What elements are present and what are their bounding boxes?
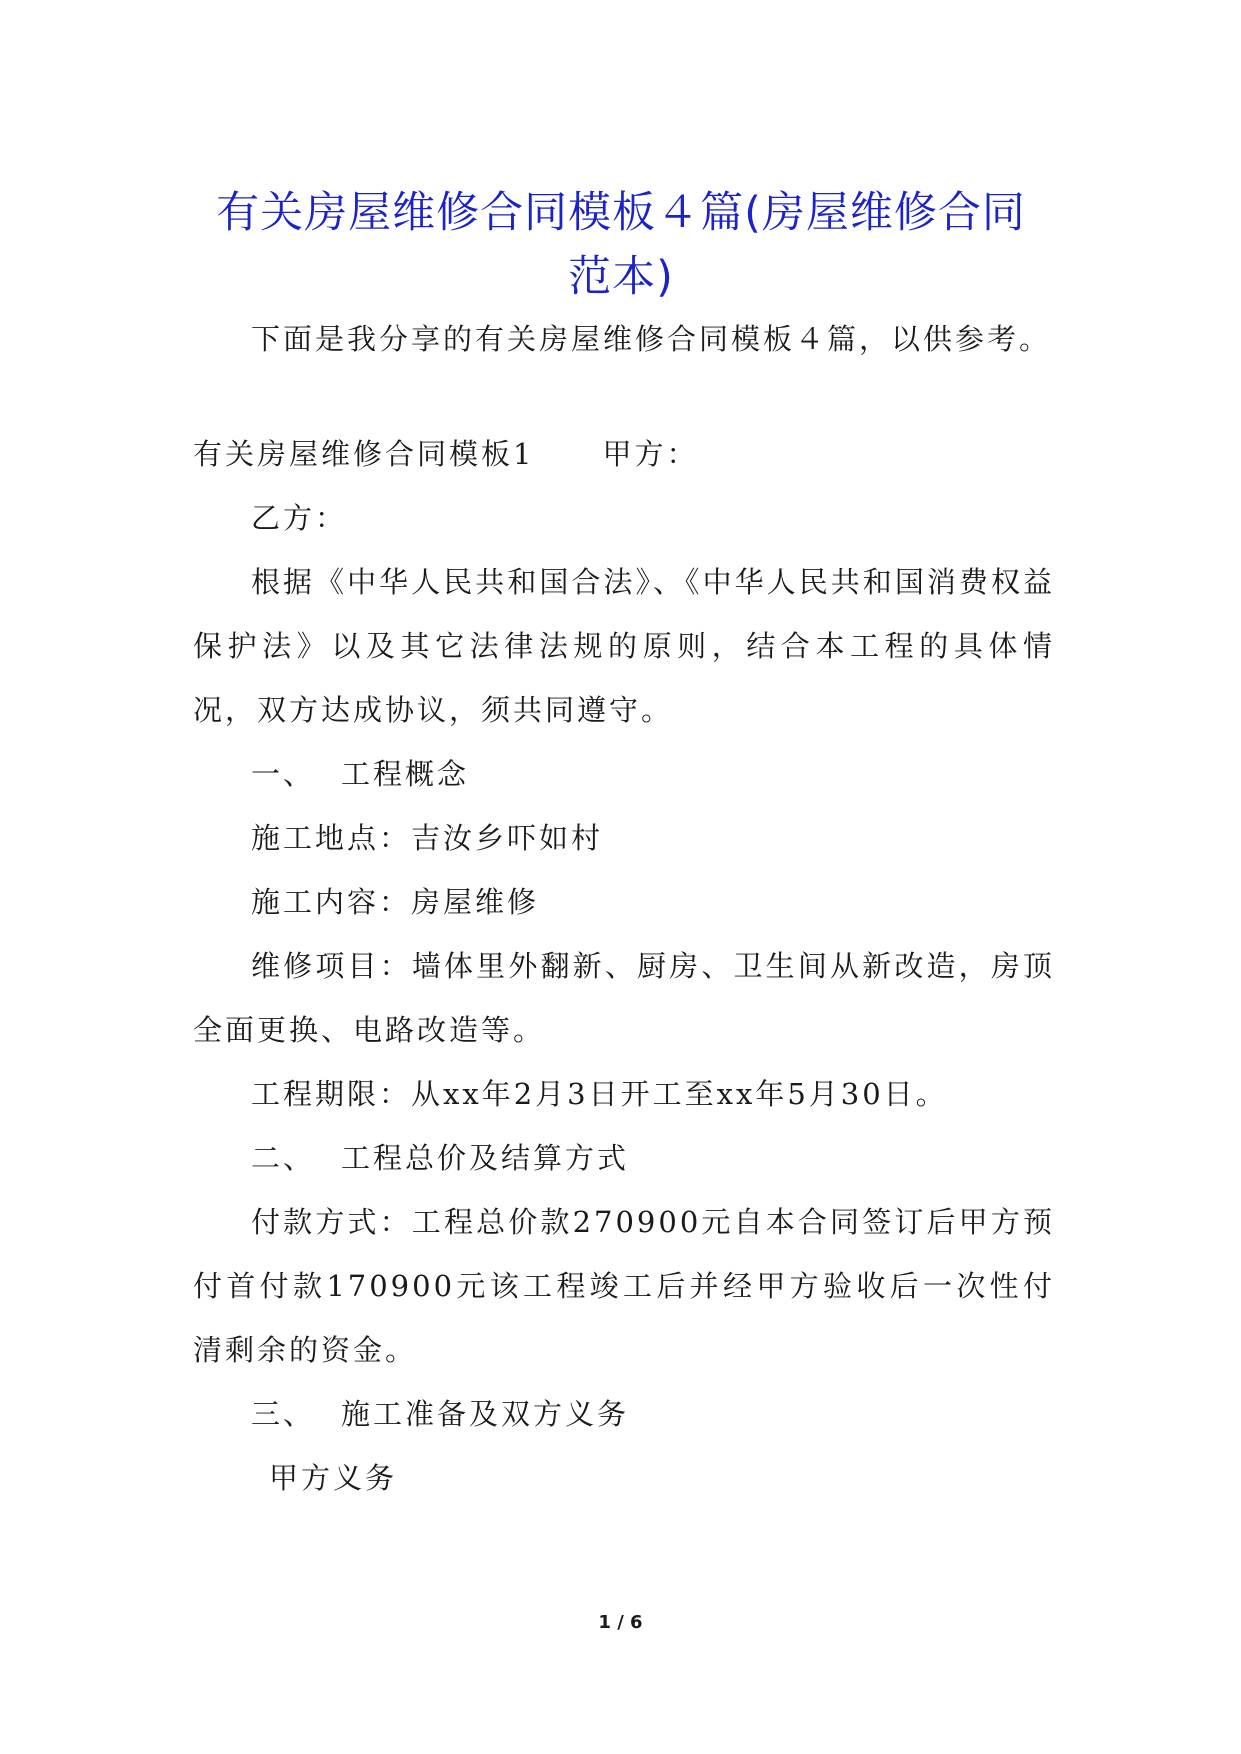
site-paragraph: 施工地点：吉汝乡吓如村 xyxy=(251,821,604,855)
period-paragraph: 工程期限：从xx年2月3日开工至xx年5月30日。 xyxy=(251,1077,948,1111)
title-line-2: 范本) xyxy=(568,251,674,302)
contract-body xyxy=(193,422,1055,1510)
content-paragraph: 施工内容：房屋维修 xyxy=(251,885,540,919)
party-a-duties-heading: 甲方义务 xyxy=(269,1461,398,1495)
page-number: 1 / 6 xyxy=(598,1612,643,1633)
intro-block xyxy=(193,307,1055,371)
template-heading: 有关房屋维修合同模板1 xyxy=(193,437,535,471)
preamble-paragraph: 根据《中华人民共和国合法》、《中华人民共和国消费权益保护法》以及其它法律法规的原则，结合本工程的具体情况，双方达成协议，须共同遵守。 xyxy=(193,565,1055,727)
payment-paragraph: 付款方式：工程总价款270900元自本合同签订后甲方预付首付款170900元该工程竣工后并经甲方验收后一次性付清剩余的资金。 xyxy=(193,1205,1055,1367)
template-heading-line xyxy=(193,422,1055,486)
section-1-number: 一、 xyxy=(251,757,316,791)
section-2-number: 二、 xyxy=(251,1141,316,1175)
document-title xyxy=(180,181,1062,309)
intro-paragraph: 下面是我分享的有关房屋维修合同模板４篇，以供参考。 xyxy=(251,322,1052,356)
party-a-label: 甲方： xyxy=(602,437,699,471)
title-line-1: 有关房屋维修合同模板４篇(房屋维修合同 xyxy=(216,187,1026,238)
section-2-title: 工程总价及结算方式 xyxy=(341,1141,630,1175)
section-1-title: 工程概念 xyxy=(341,757,470,791)
items-paragraph: 维修项目：墙体里外翻新、厨房、卫生间从新改造，房顶全面更换、电路改造等。 xyxy=(193,949,1055,1047)
section-2-heading xyxy=(193,1126,1055,1190)
section-3-title: 施工准备及双方义务 xyxy=(341,1397,630,1431)
section-3-heading xyxy=(193,1382,1055,1446)
section-1-heading xyxy=(193,742,1055,806)
section-3-number: 三、 xyxy=(251,1397,316,1431)
party-b-label: 乙方： xyxy=(251,501,348,535)
